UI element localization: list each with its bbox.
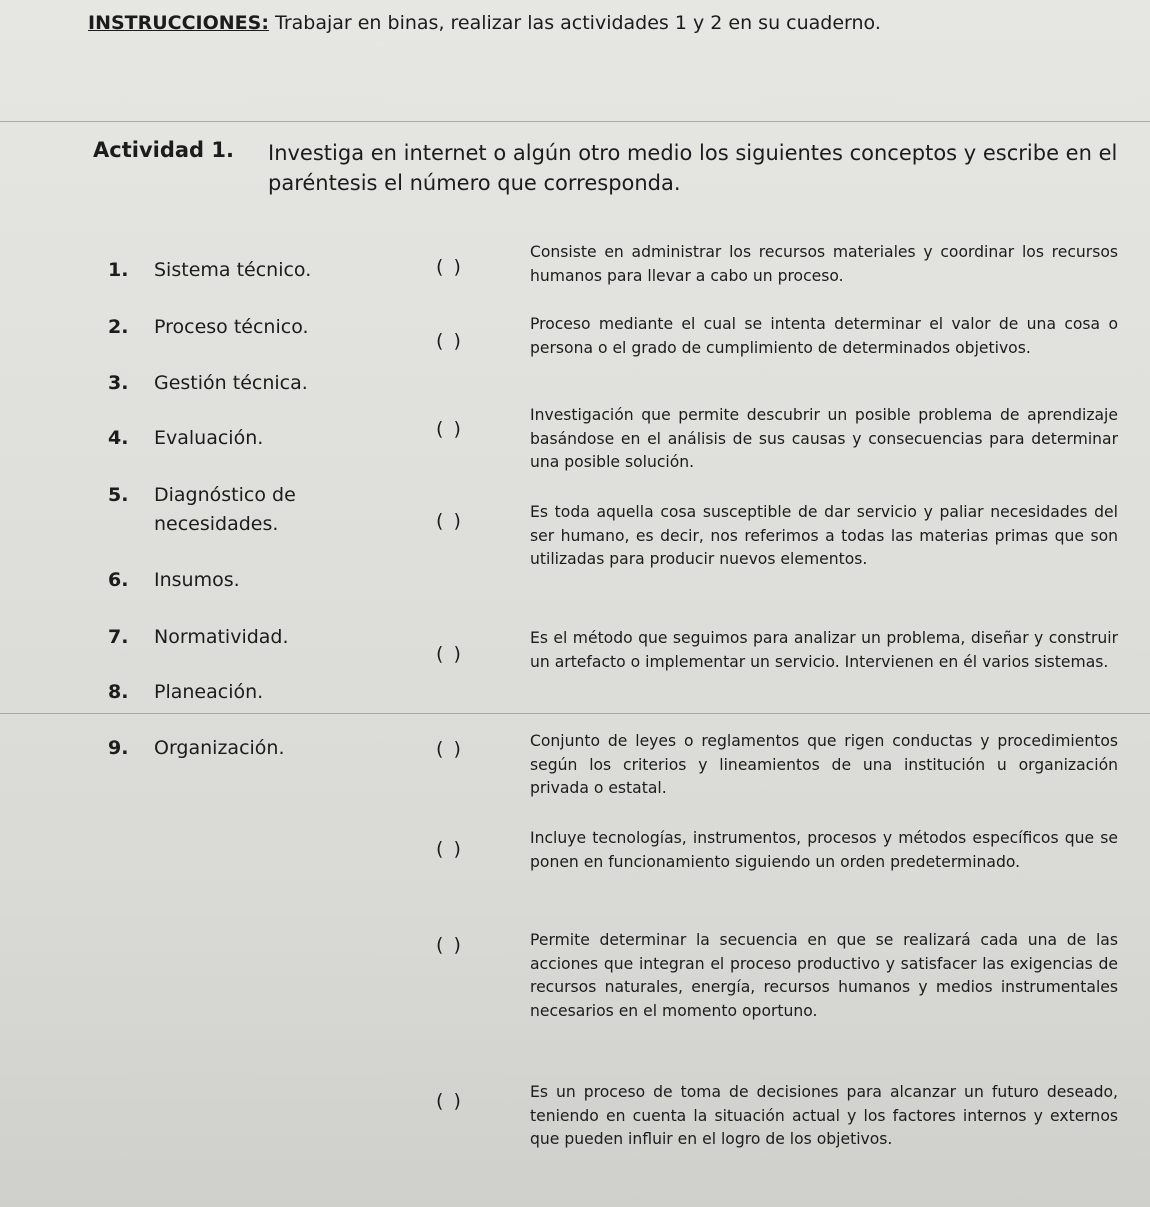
activity-title: Actividad 1. xyxy=(93,138,234,162)
concept-number: 2. xyxy=(108,316,129,338)
concept-number: 7. xyxy=(108,626,129,648)
concept-item xyxy=(108,484,344,539)
instructions xyxy=(88,12,881,34)
definition: Es el método que seguimos para analizar un problema, diseñar y construir un artefacto o implementar un servicio. Intervienen en él varios sistemas. xyxy=(530,629,1118,671)
activity-instructions: Investiga en internet o algún otro medio los siguientes conceptos y escribe en el paréntesis el número que corresponda. xyxy=(268,141,1118,195)
concept-label: Proceso técnico. xyxy=(154,316,309,338)
ruled-line xyxy=(0,713,1150,714)
concept-item xyxy=(108,259,311,281)
concept-number: 6. xyxy=(108,569,129,591)
definition: Permite determinar la secuencia en que se realizará cada una de las acciones que integran el proceso productivo y satisfacer las exigencias de recursos naturales, energía, recursos humanos y medios instrumentales necesarios en el momento oportuno. xyxy=(530,931,1118,1020)
definition: Es toda aquella cosa susceptible de dar servicio y paliar necesidades del ser humano, es decir, nos referimos a todas las materias primas que son utilizadas para producir nuevos elementos. xyxy=(530,503,1118,568)
answer-blank[interactable]: ( ) xyxy=(436,1090,463,1112)
instructions-text: Trabajar en binas, realizar las actividades 1 y 2 en su cuaderno. xyxy=(275,12,881,34)
concept-label: Gestión técnica. xyxy=(154,372,308,394)
answer-blank[interactable]: ( ) xyxy=(436,418,463,440)
instructions-label: INSTRUCCIONES: xyxy=(88,12,269,34)
concept-number: 1. xyxy=(108,259,129,281)
answer-blank[interactable]: ( ) xyxy=(436,738,463,760)
concept-number: 9. xyxy=(108,737,129,759)
ruled-line xyxy=(0,121,1150,122)
definition: Investigación que permite descubrir un posible problema de aprendizaje basándose en el análisis de sus causas y consecuencias para determinar una posible solución. xyxy=(530,406,1118,471)
concept-number: 4. xyxy=(108,427,129,449)
definition: Es un proceso de toma de decisiones para alcanzar un futuro deseado, teniendo en cuenta la situación actual y los factores internos y externos que pueden influir en el logro de los objetivos. xyxy=(530,1083,1118,1148)
definition: Conjunto de leyes o reglamentos que rigen conductas y procedimientos según los criterios y lineamientos de una institución u organización privada o estatal. xyxy=(530,732,1118,797)
concept-number: 8. xyxy=(108,681,129,703)
concept-label: Sistema técnico. xyxy=(154,259,312,281)
concept-number: 3. xyxy=(108,372,129,394)
answer-blank[interactable]: ( ) xyxy=(436,256,463,278)
concept-label: Organización. xyxy=(154,737,285,759)
concept-label: Evaluación. xyxy=(154,427,264,449)
concept-label: Insumos. xyxy=(154,569,240,591)
concept-label: Planeación. xyxy=(154,681,264,703)
concept-item xyxy=(108,316,309,338)
answer-blank[interactable]: ( ) xyxy=(436,330,463,352)
concept-item xyxy=(108,427,263,449)
concept-item xyxy=(108,737,285,759)
concept-label: Diagnóstico de necesidades. xyxy=(154,484,296,535)
definition: Incluye tecnologías, instrumentos, procesos y métodos específicos que se ponen en funcionamiento siguiendo un orden predeterminado. xyxy=(530,829,1118,871)
concept-number: 5. xyxy=(108,484,129,506)
concept-label: Normatividad. xyxy=(154,626,289,648)
concept-item xyxy=(108,372,308,394)
answer-blank[interactable]: ( ) xyxy=(436,510,463,532)
concept-item xyxy=(108,681,263,703)
concept-item xyxy=(108,626,289,648)
answer-blank[interactable]: ( ) xyxy=(436,838,463,860)
answer-blank[interactable]: ( ) xyxy=(436,934,463,956)
answer-blank[interactable]: ( ) xyxy=(436,643,463,665)
definition: Consiste en administrar los recursos materiales y coordinar los recursos humanos para llevar a cabo un proceso. xyxy=(530,243,1118,285)
definition: Proceso mediante el cual se intenta determinar el valor de una cosa o persona o el grado de cumplimiento de determinados objetivos. xyxy=(530,315,1118,357)
concept-item xyxy=(108,569,240,591)
